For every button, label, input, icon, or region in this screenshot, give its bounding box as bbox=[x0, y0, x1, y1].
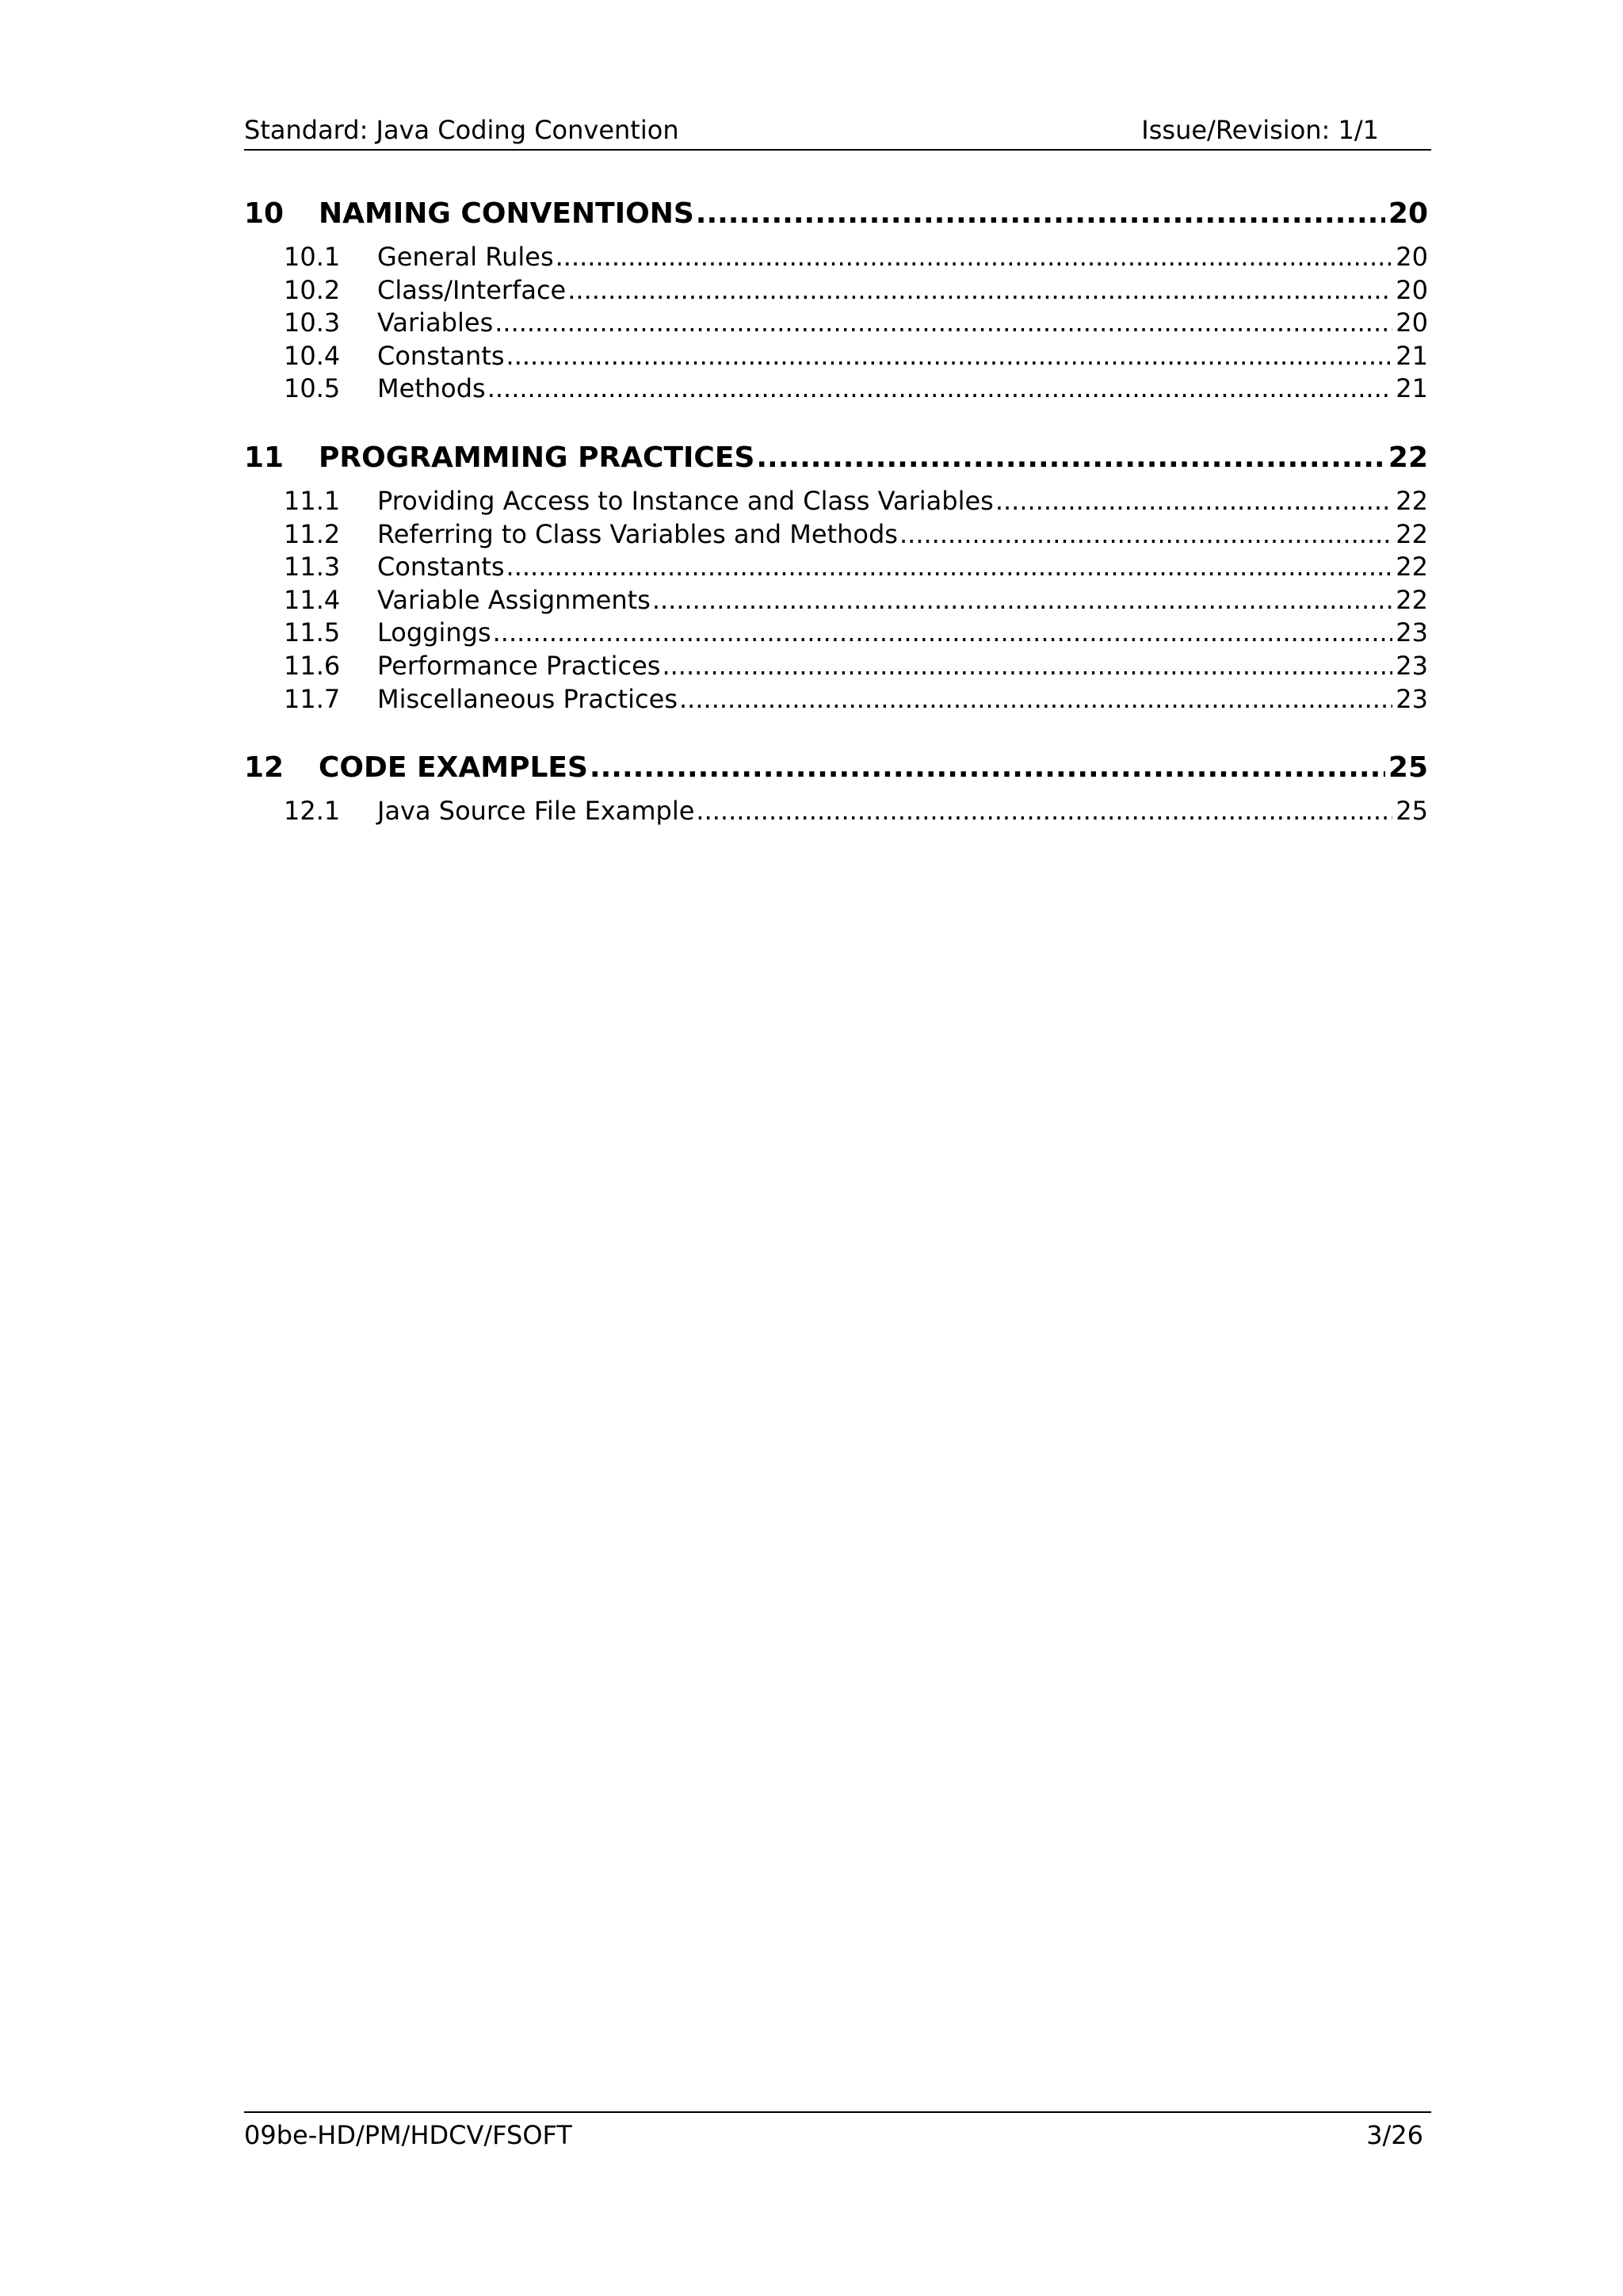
toc-section-10[interactable] bbox=[244, 195, 1428, 233]
toc-entry-page: 23 bbox=[1396, 617, 1428, 648]
toc-entry-11-2[interactable] bbox=[244, 518, 1428, 552]
toc-entry-12-1[interactable] bbox=[244, 795, 1428, 828]
toc-subsection-list bbox=[244, 485, 1428, 716]
toc-entry-number: 10.3 bbox=[284, 308, 341, 338]
toc-entry-number: 11.6 bbox=[284, 650, 341, 681]
toc-leader-dots bbox=[696, 195, 1385, 233]
footer-page-number: 3/26 bbox=[1366, 2120, 1423, 2150]
toc-leader-dots bbox=[495, 307, 1392, 340]
toc-entry-10-4[interactable] bbox=[244, 340, 1428, 373]
toc-entry-11-7[interactable] bbox=[244, 683, 1428, 716]
toc-entry-page: 23 bbox=[1396, 650, 1428, 681]
toc-leader-dots bbox=[567, 274, 1392, 308]
toc-entry-title: Constants bbox=[377, 552, 505, 583]
toc-entry-11-4[interactable] bbox=[244, 584, 1428, 617]
toc-entry-11-5[interactable] bbox=[244, 617, 1428, 650]
toc-entry-page: 25 bbox=[1396, 796, 1428, 827]
toc-entry-number: 11.1 bbox=[284, 485, 341, 516]
toc-leader-dots bbox=[487, 372, 1393, 406]
toc-leader-dots bbox=[696, 795, 1392, 828]
toc-entry-10-3[interactable] bbox=[244, 307, 1428, 340]
toc-section-number: 12 bbox=[244, 751, 285, 785]
toc-entry-title: Class/Interface bbox=[377, 274, 567, 305]
toc-section-page: 22 bbox=[1388, 441, 1428, 474]
toc-leader-dots bbox=[679, 683, 1392, 716]
header-revision: Issue/Revision: 1/1 bbox=[1141, 115, 1379, 145]
toc-entry-number: 11.7 bbox=[284, 683, 341, 714]
toc-entry-title: Referring to Class Variables and Methods bbox=[377, 518, 898, 549]
header-document-title: Standard: Java Coding Convention bbox=[244, 115, 679, 145]
toc-section-number: 10 bbox=[244, 197, 285, 230]
toc-entry-number: 10.5 bbox=[284, 373, 341, 404]
toc-entry-title: Java Source File Example bbox=[377, 796, 695, 827]
toc-section-title: PROGRAMMING PRACTICES bbox=[319, 441, 755, 474]
toc-entry-title: General Rules bbox=[377, 242, 554, 272]
toc-leader-dots bbox=[995, 485, 1392, 518]
toc-leader-dots bbox=[652, 584, 1392, 617]
toc-section-11[interactable] bbox=[244, 439, 1428, 477]
toc-entry-number: 11.4 bbox=[284, 584, 341, 615]
toc-entry-page: 20 bbox=[1396, 274, 1428, 305]
toc-section-12[interactable] bbox=[244, 749, 1428, 787]
toc-leader-dots bbox=[899, 518, 1392, 552]
toc-leader-dots bbox=[506, 551, 1393, 584]
toc-entry-number: 10.1 bbox=[284, 242, 341, 272]
toc-entry-number: 11.5 bbox=[284, 617, 341, 648]
toc-section-page: 25 bbox=[1388, 751, 1428, 785]
toc-entry-page: 21 bbox=[1396, 340, 1428, 371]
page-footer bbox=[244, 2111, 1431, 2150]
toc-entry-page: 20 bbox=[1396, 308, 1428, 338]
toc-subsection-list bbox=[244, 795, 1428, 828]
toc-entry-number: 10.4 bbox=[284, 340, 341, 371]
toc-entry-number: 12.1 bbox=[284, 796, 341, 827]
toc-entry-number: 11.2 bbox=[284, 518, 341, 549]
table-of-contents bbox=[244, 195, 1428, 828]
toc-entry-title: Variables bbox=[377, 308, 494, 338]
toc-entry-page: 23 bbox=[1396, 683, 1428, 714]
toc-entry-page: 22 bbox=[1396, 552, 1428, 583]
toc-entry-10-5[interactable] bbox=[244, 372, 1428, 406]
toc-entry-page: 22 bbox=[1396, 518, 1428, 549]
toc-entry-10-1[interactable] bbox=[244, 241, 1428, 274]
toc-entry-page: 22 bbox=[1396, 485, 1428, 516]
toc-entry-11-6[interactable] bbox=[244, 650, 1428, 683]
toc-entry-title: Variable Assignments bbox=[377, 584, 651, 615]
toc-leader-dots bbox=[662, 650, 1392, 683]
toc-entry-number: 11.3 bbox=[284, 552, 341, 583]
toc-subsection-list bbox=[244, 241, 1428, 406]
toc-entry-11-1[interactable] bbox=[244, 485, 1428, 518]
toc-entry-title: Providing Access to Instance and Class Variables bbox=[377, 485, 994, 516]
toc-section-title: NAMING CONVENTIONS bbox=[319, 197, 694, 230]
toc-leader-dots bbox=[756, 439, 1385, 477]
toc-leader-dots bbox=[590, 749, 1385, 787]
toc-entry-number: 10.2 bbox=[284, 274, 341, 305]
toc-entry-page: 21 bbox=[1396, 373, 1428, 404]
toc-entry-11-3[interactable] bbox=[244, 551, 1428, 584]
toc-section-page: 20 bbox=[1388, 197, 1428, 230]
toc-entry-page: 20 bbox=[1396, 242, 1428, 272]
toc-leader-dots bbox=[506, 340, 1393, 373]
toc-entry-title: Performance Practices bbox=[377, 650, 661, 681]
toc-entry-title: Miscellaneous Practices bbox=[377, 683, 678, 714]
toc-section-title: CODE EXAMPLES bbox=[319, 751, 588, 785]
toc-section-number: 11 bbox=[244, 441, 285, 474]
toc-entry-10-2[interactable] bbox=[244, 274, 1428, 308]
toc-entry-page: 22 bbox=[1396, 584, 1428, 615]
toc-leader-dots bbox=[493, 617, 1393, 650]
toc-entry-title: Loggings bbox=[377, 617, 491, 648]
toc-entry-title: Constants bbox=[377, 340, 505, 371]
toc-leader-dots bbox=[556, 241, 1393, 274]
toc-entry-title: Methods bbox=[377, 373, 486, 404]
footer-document-code: 09be-HD/PM/HDCV/FSOFT bbox=[244, 2120, 572, 2150]
page-header bbox=[244, 113, 1431, 151]
